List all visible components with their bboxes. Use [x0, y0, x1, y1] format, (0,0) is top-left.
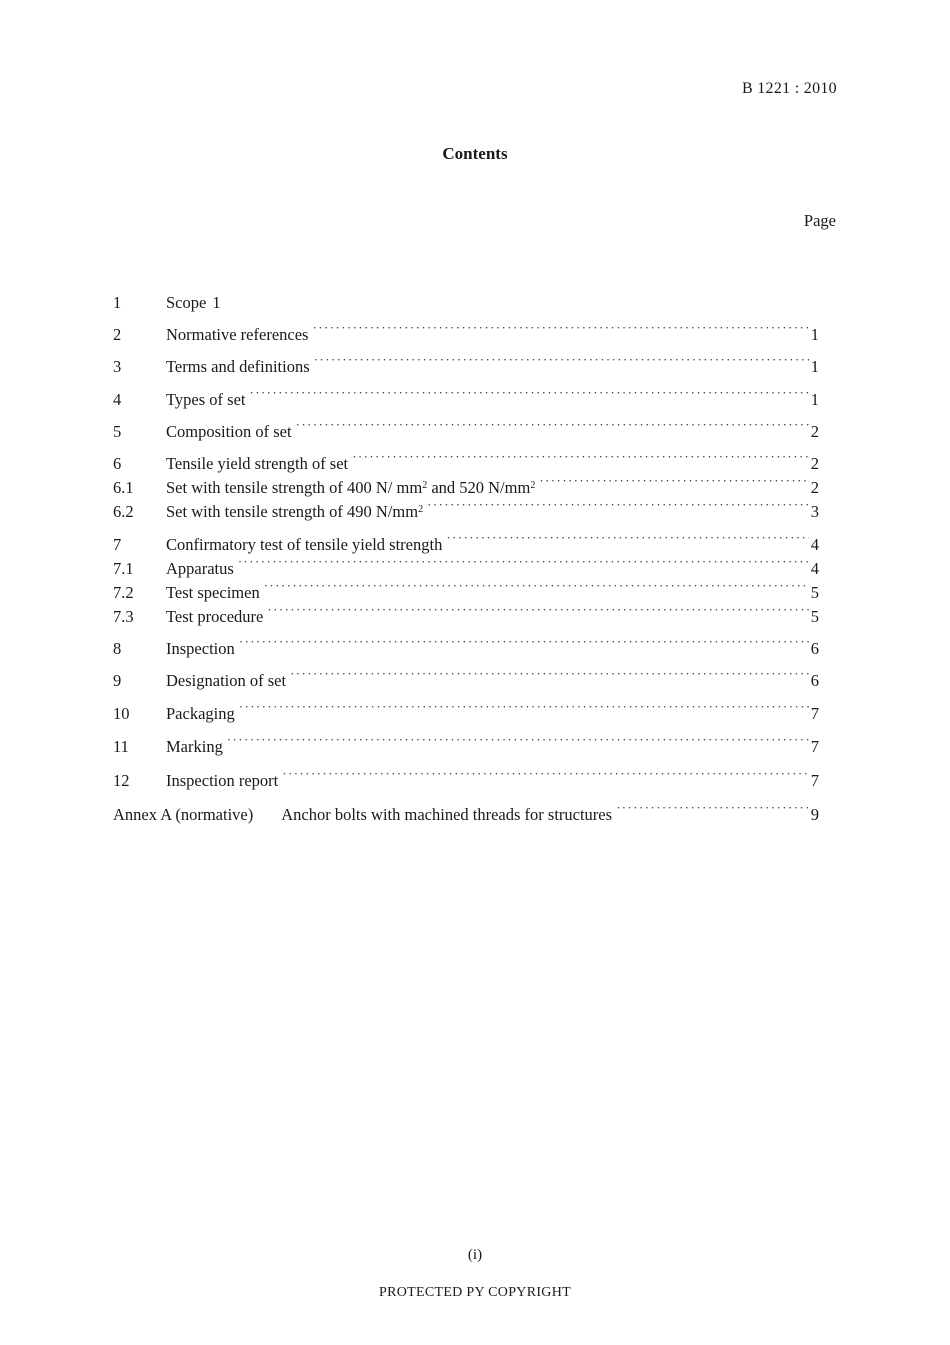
dot-leader — [264, 574, 809, 598]
dot-leader — [290, 662, 809, 686]
dot-leader — [239, 630, 809, 654]
dot-leader — [352, 445, 809, 469]
toc-entry-2[interactable] — [113, 316, 819, 344]
toc-entry-annex-a[interactable] — [113, 796, 819, 824]
toc-number: 6 — [113, 454, 122, 473]
toc-entry-6-1[interactable] — [113, 469, 819, 497]
toc-page-number: 5 — [810, 607, 819, 626]
toc-label: Composition of set — [166, 422, 292, 441]
toc-number: 3 — [113, 357, 122, 376]
dot-leader — [282, 762, 808, 786]
toc-number: 8 — [113, 639, 122, 658]
dot-leader — [539, 469, 808, 493]
toc-page-number: 6 — [810, 671, 819, 690]
toc-label: Types of set — [166, 390, 246, 409]
toc-number: 11 — [113, 737, 129, 756]
toc-entry-10[interactable] — [113, 695, 819, 723]
toc-page-number: 1 — [212, 293, 221, 312]
toc-number: 6.1 — [113, 478, 134, 497]
toc-page-number: 4 — [810, 559, 819, 578]
toc-entry-5[interactable] — [113, 413, 819, 441]
toc-number: 1 — [113, 293, 122, 312]
toc-label: Terms and definitions — [166, 357, 310, 376]
toc-label: Tensile yield strength of set — [166, 454, 349, 473]
toc-number: 7.1 — [113, 559, 134, 578]
toc-label: Set with tensile strength of 490 $N/mm^2$ — [166, 502, 424, 521]
toc-label: Anchor bolts with machined threads for structures — [281, 805, 613, 824]
toc-page-number: 1 — [810, 390, 819, 409]
dot-leader — [296, 413, 809, 437]
copyright-notice: PROTECTED PY COPYRIGHT — [379, 1285, 571, 1300]
toc-number: 12 — [113, 771, 130, 790]
toc-label: Test specimen — [166, 583, 260, 602]
toc-number: 7.2 — [113, 583, 134, 602]
toc-page-number: 1 — [810, 325, 819, 344]
toc-page-number: 2 — [810, 478, 819, 497]
toc-label: Marking — [166, 737, 223, 756]
toc-entry-9[interactable] — [113, 662, 819, 690]
dot-leader — [238, 550, 809, 574]
toc-label: Confirmatory test of tensile yield strength — [166, 535, 443, 554]
dot-leader — [616, 796, 809, 820]
toc-entry-6-2[interactable] — [113, 493, 819, 521]
dot-leader — [312, 316, 808, 340]
toc-page-number: 1 — [810, 357, 819, 376]
toc-label: Test procedure — [166, 607, 264, 626]
toc-entry-11[interactable] — [113, 728, 819, 756]
toc-page-number: 6 — [810, 639, 819, 658]
toc-page-number: 7 — [810, 737, 819, 756]
dot-leader — [227, 728, 809, 752]
toc-label: Normative references — [166, 325, 309, 344]
toc-entry-8[interactable] — [113, 630, 819, 658]
toc-label: Inspection report — [166, 771, 279, 790]
toc-label: Inspection — [166, 639, 235, 658]
toc-entry-7-3[interactable] — [113, 598, 819, 626]
dot-leader — [446, 526, 808, 550]
dot-leader — [314, 348, 809, 372]
toc-entry-1[interactable] — [113, 284, 221, 312]
dot-leader — [239, 695, 809, 719]
toc-number: 4 — [113, 390, 122, 409]
toc-page-number: 5 — [810, 583, 819, 602]
toc-page-number: 3 — [810, 502, 819, 521]
dot-leader — [267, 598, 808, 622]
toc-entry-12[interactable] — [113, 762, 819, 790]
toc-entry-6[interactable] — [113, 445, 819, 473]
annex-designation: Annex A (normative) — [113, 805, 254, 824]
toc-page-number: 9 — [810, 805, 819, 824]
toc-label: Apparatus — [166, 559, 234, 578]
toc-number: 9 — [113, 671, 122, 690]
toc-page-number: 7 — [810, 771, 819, 790]
toc-entry-7-2[interactable] — [113, 574, 819, 602]
page-column-label: Page — [803, 211, 836, 230]
toc-label: Scope — [166, 293, 207, 312]
page-title: Contents — [442, 144, 508, 163]
toc-entry-4[interactable] — [113, 381, 819, 409]
toc-label: Set with tensile strength of 400 N/ $mm^2$ and 520 $N/mm^2$ — [166, 478, 536, 497]
toc-number: 10 — [113, 704, 130, 723]
toc-entry-7-1[interactable] — [113, 550, 819, 578]
dot-leader — [427, 493, 809, 517]
toc-page-number: 2 — [810, 454, 819, 473]
toc-number: 2 — [113, 325, 122, 344]
toc-page-number: 7 — [810, 704, 819, 723]
toc-label: Packaging — [166, 704, 235, 723]
dot-leader — [250, 381, 809, 405]
toc-label: Designation of set — [166, 671, 287, 690]
toc-entry-3[interactable] — [113, 348, 819, 376]
toc-number: 5 — [113, 422, 122, 441]
page-folio: (i) — [467, 1247, 483, 1263]
toc-number: 7.3 — [113, 607, 134, 626]
toc-number: 6.2 — [113, 502, 134, 521]
standard-number: B 1221 : 2010 — [741, 80, 837, 97]
toc-number: 7 — [113, 535, 122, 554]
toc-entry-7[interactable] — [113, 526, 819, 554]
toc-page-number: 2 — [810, 422, 819, 441]
toc-page-number: 4 — [810, 535, 819, 554]
